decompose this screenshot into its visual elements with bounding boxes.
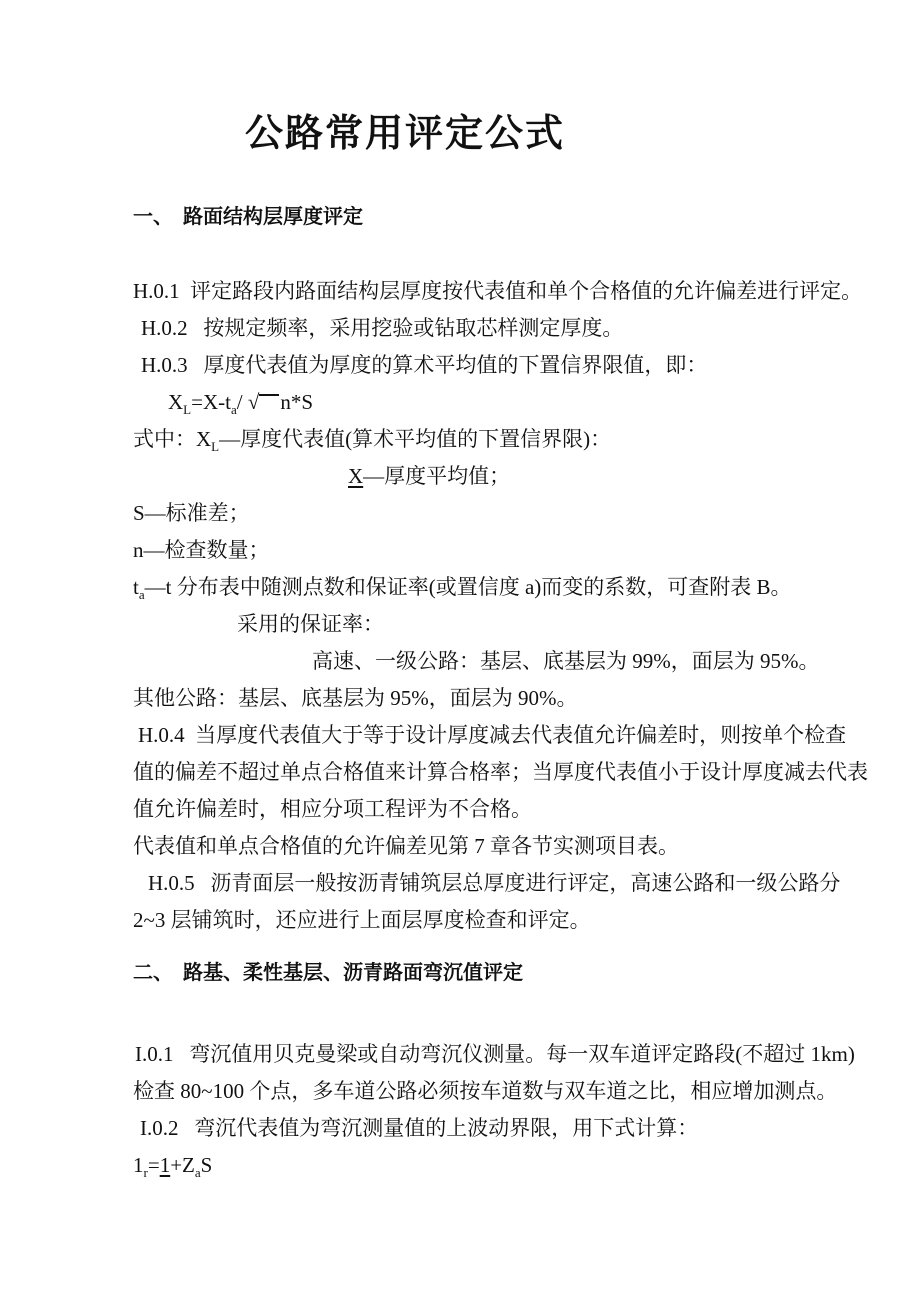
- line-legend-ta: $t_a—t$ 分布表中随测点数和保证率(或置信度 a)而变的系数，可查附表 B。: [133, 575, 792, 603]
- section-2-body: [133, 1036, 855, 1184]
- line-h04-2: 值的偏差不超过单点合格值来计算合格率；当厚度代表值小于设计厚度减去代表: [133, 760, 868, 784]
- formula-thickness: $X_L=X-t_a/$ √ n*S: [168, 390, 314, 418]
- line-legend-xl: 式中：$X_L—$厚度代表值(算术平均值的下置信界限)：: [133, 427, 612, 455]
- line-h04-3: 值允许偏差时，相应分项工程评为不合格。: [133, 797, 532, 821]
- document-title: 公路常用评定公式: [245, 113, 566, 155]
- line-h04-1: H.0.4 当厚度代表值大于等于设计厚度减去代表值允许偏差时，则按单个检查: [138, 723, 847, 747]
- line-i01-2: 检查 80~100 个点，多车道公路必须按车道数与双车道之比，相应增加测点。: [133, 1079, 838, 1103]
- line-expressway: 高速、一级公路：基层、底基层为 99%，面层为 95%。: [312, 649, 820, 673]
- line-chapter7-ref: 代表值和单点合格值的允许偏差见第 7 章各节实测项目表。: [133, 834, 679, 858]
- line-legend-s: S—标准差；: [133, 501, 250, 525]
- line-other-roads: 其他公路：基层、底基层为 95%，面层为 90%。: [133, 686, 578, 710]
- line-h05-1: H.0.5 沥青面层一般按沥青铺筑层总厚度进行评定，高速公路和一级公路分: [148, 871, 841, 895]
- section-1-body: [133, 273, 868, 939]
- formula-deflection: $1_r=1+Z_aS$: [133, 1153, 213, 1181]
- line-h03: H.0.3 厚度代表值为厚度的算术平均值的下置信界限值，即：: [141, 353, 708, 377]
- line-h02: H.0.2 按规定频率，采用挖验或钻取芯样测定厚度。: [141, 316, 624, 340]
- line-i01-1: I.0.1 弯沉值用贝克曼梁或自动弯沉仪测量。每一双车道评定路段(不超过 1km): [135, 1042, 855, 1066]
- line-h01: H.0.1 评定路段内路面结构层厚度按代表值和单个合格值的允许偏差进行评定。: [133, 279, 863, 303]
- section-heading-2: 二、 路基、柔性基层、沥青路面弯沉值评定: [133, 962, 523, 984]
- line-legend-xbar: X—厚度平均值；: [348, 464, 511, 488]
- section-heading-1: 一、 路面结构层厚度评定: [133, 206, 363, 228]
- line-i02: I.0.2 弯沉代表值为弯沉测量值的上波动界限，用下式计算：: [140, 1116, 699, 1140]
- line-assurance-rate: 采用的保证率：: [237, 612, 384, 636]
- line-legend-n: n—检查数量；: [133, 538, 270, 562]
- line-h05-2: 2~3 层铺筑时，还应进行上面层厚度检查和评定。: [133, 908, 591, 932]
